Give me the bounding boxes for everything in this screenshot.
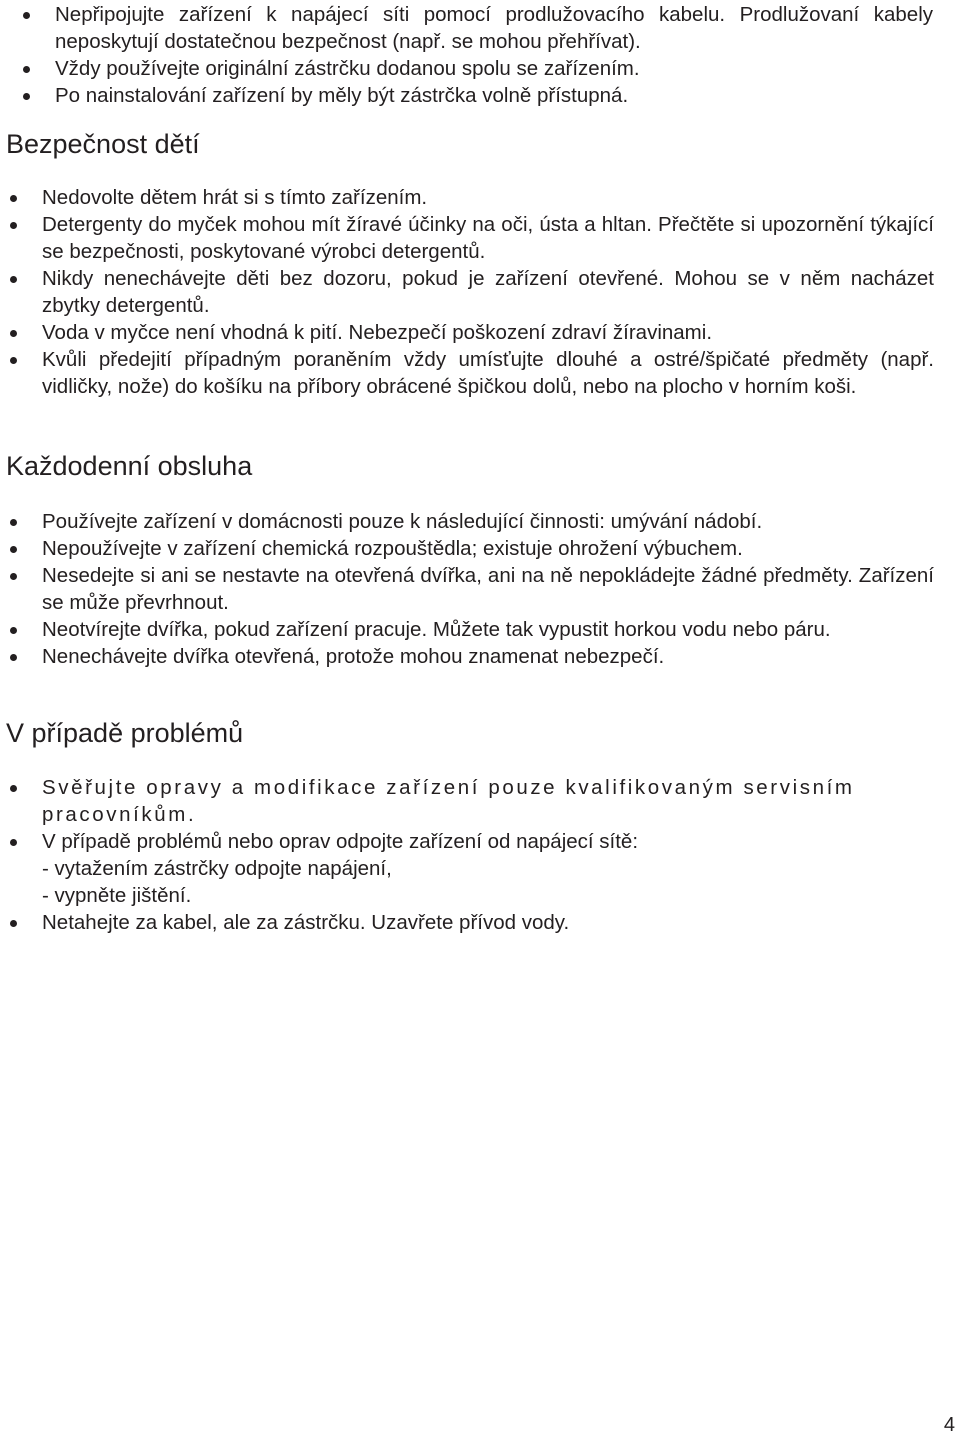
bullet-icon <box>10 785 17 792</box>
bullet-icon <box>10 573 17 580</box>
bullet-icon <box>10 654 17 661</box>
bullet-icon <box>10 276 17 283</box>
list-item: Nikdy nenechávejte děti bez dozoru, pokud je zařízení otevřené. Mohou se v něm nacházet zbytky detergentů. <box>42 265 934 319</box>
bullet-icon <box>10 627 17 634</box>
list-item: Kvůli předejití případným poraněním vždy umísťujte dlouhé a ostré/špičaté předměty (např. vidličky, nože) do košíku na příbory obrácené špičkou dolů, nebo na plocho v horním koši. <box>42 346 934 400</box>
bullet-icon <box>10 839 17 846</box>
page-number: 4 <box>943 1414 955 1436</box>
bullet-icon <box>23 12 30 19</box>
section-heading-problems: V případě problémů <box>6 718 244 748</box>
bullet-icon <box>10 195 17 202</box>
list-item: Po nainstalování zařízení by měly být zástrčka volně přístupná. <box>55 82 933 109</box>
list-item: Neotvírejte dvířka, pokud zařízení pracuje. Můžete tak vypustit horkou vodu nebo páru. <box>42 616 934 643</box>
child-safety-list <box>42 184 934 400</box>
list-item: Nenechávejte dvířka otevřená, protože mohou znamenat nebezpečí. <box>42 643 934 670</box>
bullet-icon <box>10 357 17 364</box>
problems-list <box>42 774 934 936</box>
bullet-icon <box>10 222 17 229</box>
list-item: Nepřipojujte zařízení k napájecí síti pomocí prodlužovacího kabelu. Prodlužovaní kabely neposkytují dostatečnou bezpečnost (např. se mohou přehřívat). <box>55 1 933 55</box>
list-item: Netahejte za kabel, ale za zástrčku. Uzavřete přívod vody. <box>42 909 934 936</box>
list-item: Vždy používejte originální zástrčku dodanou spolu se zařízením. <box>55 55 933 82</box>
intro-list <box>55 1 933 109</box>
list-item: Nesedejte si ani se nestavte na otevřená dvířka, ani na ně nepokládejte žádné předměty. Zařízení se může převrhnout. <box>42 562 934 616</box>
bullet-icon <box>23 93 30 100</box>
bullet-icon <box>23 66 30 73</box>
list-item: V případě problémů nebo oprav odpojte zařízení od napájecí sítě: - vytažením zástrčky odpojte napájení, - vypněte jištění. <box>42 828 934 909</box>
bullet-icon <box>10 546 17 553</box>
list-item: Voda v myčce není vhodná k pití. Nebezpečí poškození zdraví žíravinami. <box>42 319 934 346</box>
section-heading-daily-use: Každodenní obsluha <box>6 451 253 481</box>
bullet-icon <box>10 519 17 526</box>
bullet-icon <box>10 920 17 927</box>
list-item: Svěřujte opravy a modifikace zařízení pouze kvalifikovaným servisním pracovníkům. <box>42 774 934 828</box>
section-heading-child-safety: Bezpečnost dětí <box>6 129 200 159</box>
list-item: Detergenty do myček mohou mít žíravé účinky na oči, ústa a hltan. Přečtěte si upozornění týkající se bezpečnosti, poskytované výrobci detergentů. <box>42 211 934 265</box>
bullet-icon <box>10 330 17 337</box>
list-item: Používejte zařízení v domácnosti pouze k následující činnosti: umývání nádobí. <box>42 508 934 535</box>
list-item: Nedovolte dětem hrát si s tímto zařízením. <box>42 184 934 211</box>
list-item: Nepoužívejte v zařízení chemická rozpouštědla; existuje ohrožení výbuchem. <box>42 535 934 562</box>
daily-use-list <box>42 508 934 670</box>
